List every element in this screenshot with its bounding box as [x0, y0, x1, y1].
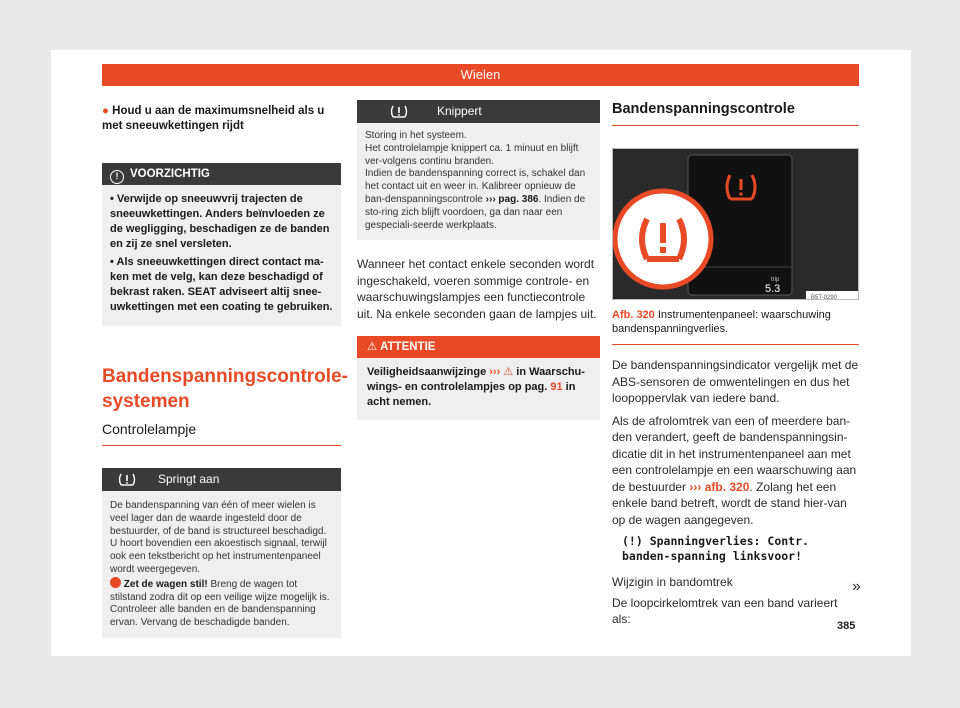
blink-body: Storing in het systeem. Het controlelampje knippert ca. 1 minuut en blijft ver-volgens continu branden. Indien de bandenspanning correct is, schakel dan het contact uit en weer in. Kalibreer opnieuw de ban-denspanningscontrole ››› pag. 386. Indien de sto-ring zich blijft voordoen, ga dan naar een gespeciali-seerde werkplaats. — [365, 130, 586, 231]
instrument-panel-illustration — [613, 149, 859, 300]
svg-text:B5T-0290: B5T-0290 — [811, 295, 838, 300]
blink-box — [357, 100, 600, 240]
caution-item: • Verwijde op sneeuwvrij trajecten de sneeuwkettingen. Anders beïnvloeden ze de wegligging, beschadigen ze de banden en zij ze snel versleten. — [110, 193, 330, 250]
tire-pressure-lamp-icon — [390, 104, 408, 119]
page-number: 385 — [837, 620, 856, 632]
bullet-dot-icon: ● — [102, 105, 109, 117]
chapter-header: Wielen — [102, 64, 859, 86]
bullet-icon: • — [110, 256, 117, 268]
reference-link[interactable]: ››› ⚠ — [489, 366, 514, 379]
warning-triangle-icon: ⚠ — [367, 341, 381, 354]
page-link[interactable]: ››› pag. 386 — [485, 193, 539, 205]
bullet-icon: • — [110, 193, 117, 205]
instrument-panel-figure — [612, 148, 859, 300]
column-3 — [612, 100, 859, 628]
attention-box — [357, 336, 600, 420]
warning-triangle-icon: ⚠ — [503, 366, 514, 379]
column-2 — [357, 100, 600, 420]
dashboard-message: (!) Spanningverlies: Contr. banden-spanning linksvoor! — [622, 534, 809, 563]
subheading: Wijzigin in bandomtrek — [612, 575, 733, 589]
paragraph: Als de afrolomtrek van een of meerdere ban-den verandert, geeft de bandenspanningsin-dicatie dit in het instrumentenpaneel aan met een controlelampje en een waarschuwing aan de bestuurder ››› afb. 320. Zolang het een enkele band betreft, wordt de stand hier-van op de wagen aangegeven. — [612, 413, 857, 527]
figure-caption: Afb. 320 Instrumentenpaneel: waarschuwing bandenspanningverlies. — [612, 308, 859, 345]
caution-box — [102, 163, 341, 326]
continued-marker: » — [852, 578, 861, 595]
attention-body: Veiligheidsaanwijzinge ››› ⚠ in Waarschu-wings- en controlelampjes op pag. 91 in acht nemen. — [367, 366, 585, 409]
paragraph: De loopcirkelomtrek van een band varieert als: — [612, 595, 838, 626]
bullet-item: ● Houd u aan de maximumsnelheid als u met sneeuwkettingen rijdt — [102, 105, 325, 132]
lamp-on-box — [102, 468, 341, 638]
caution-header: ! VOORZICHTIG — [102, 163, 341, 185]
stop-icon — [110, 577, 121, 588]
lamp-on-header: Springt aan — [102, 468, 341, 491]
paragraph: De bandenspanningsindicator vergelijk met de ABS-sensoren de omwentelingen en dus het loopoppervlak van iedere band. — [612, 358, 859, 405]
section-title: Bandenspanningscontrole-systemen — [102, 366, 348, 412]
section-title: Bandenspanningscontrole — [612, 100, 859, 126]
svg-text:5.3: 5.3 — [765, 283, 781, 295]
attention-header: ⚠ ATTENTIE — [357, 336, 600, 358]
blink-header: Knippert — [357, 100, 600, 123]
caution-icon: ! — [110, 170, 124, 184]
figure-link[interactable]: ››› afb. 320 — [689, 479, 750, 494]
paragraph: Wanneer het contact enkele seconden wordt ingeschakeld, voeren sommige controle- en waarschuwingslampjes een functiecontrole uit. Na enkele seconden gaan de lampjes uit. — [357, 257, 597, 321]
tire-pressure-icon: (!) — [622, 534, 650, 548]
subsection-title: Controlelampje — [102, 421, 341, 446]
page-link[interactable]: 91 — [550, 381, 563, 394]
caution-item: • Als sneeuwkettingen direct contact ma-ken met de velg, kan deze beschadigd of bekrast raken. SEAT adviseert altij snee-uwkettingen met een coating te gebruiken. — [110, 256, 333, 313]
caution-body — [102, 185, 341, 326]
svg-text:trip: trip — [771, 277, 780, 283]
lamp-on-body: De bandenspanning van één of meer wielen is veel lager dan de waarde ingesteld door de bestuurder, of de band is structureel beschadigd. U hoort bovendien een akoestisch signaal, terwijl ook een tekstbericht op het instrumentenpaneel wordt weergegeven. Zet de wagen stil! Breng de wagen tot stilstand zodra dit op een veilige wijze mogelijk is. Controleer alle banden en de bandenspanning ervan. Vervang de beschadigde banden. — [110, 500, 330, 629]
tire-pressure-lamp-icon — [118, 472, 136, 487]
column-1 — [102, 100, 348, 638]
